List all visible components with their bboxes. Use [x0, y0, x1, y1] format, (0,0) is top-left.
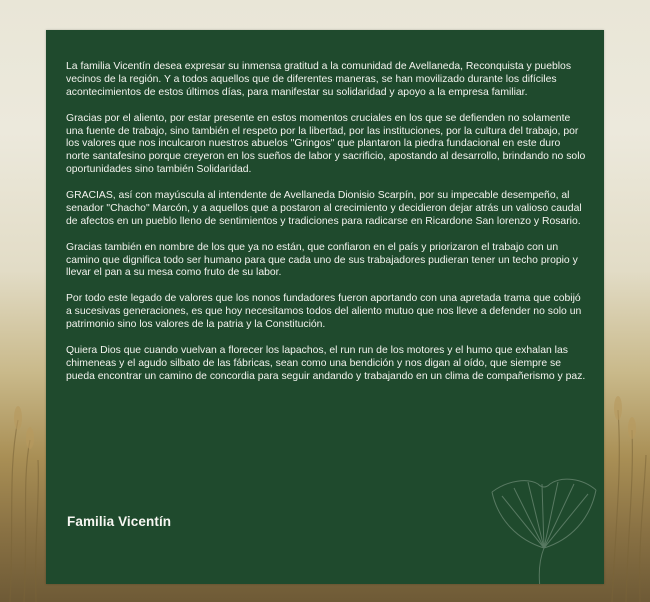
paragraph-gratitude: La familia Vicentín desea expresar su inmensa gratitud a la comunidad de Avellaneda, Reconquista y pueblos vecinos de la región. Y a todos aquellos que de diferentes maneras, se han movilizado durante los difíciles acontecimientos de estos últimos días, para manifestar su solidaridad y apoyo a la empresa familiar. [66, 61, 572, 98]
paragraph-encouragement: Gracias por el aliento, por estar presente en estos momentos cruciales en los que se defienden no solamente una fuente de trabajo, sino también el respeto por la libertad, por las instituciones, por la cultura del trabajo, por los valores que nos inculcaron nuestros abuelos "Gringos" que plantaron la piedra fundacional en este duro norte santafesino porque creyeron en los sueños de labor y sacrificio, apostando al desarrollo, brindando no solo oportunidades sino también Solidaridad. [66, 112, 586, 176]
letter-card [46, 30, 604, 584]
paragraph-legacy: Por todo este legado de valores que los nonos fundadores fueron aportando con una apretada trama que cobijó a sucesivas generaciones, es que hoy necesitamos todos del aliento mutuo que nos lleve a defender no solo un patrimonio sino los valores de la patria y la Constitución. [66, 293, 582, 331]
letter-body [66, 61, 586, 396]
paragraph-thanks-officials: GRACIAS, así con mayúscula al intendente de Avellaneda Dionisio Scarpín, por su impecable desempeño, al senador "Chacho" Marcón, y a aquellos que a postaron al crecimiento y decidieron dejar atrás un valioso caudal de afectos en un pueblo lleno de sentimientos y tradiciones para radicarse en Ricardone San lorenzo y Rosario. [66, 190, 582, 227]
ginkgo-leaf-icon [478, 470, 604, 584]
signature: Familia Vicentín [67, 514, 172, 529]
paragraph-closing-wish: Quiera Dios que cuando vuelvan a florecer los lapachos, el run run de los motores y el humo que exhalan las chimeneas y el agudo silbato de las fábricas, sean como una bendición y nos digan al oído, que siempre se pueda encontrar un camino de concordia para seguir andando y trabajando en un clima de compañerismo y paz. [66, 344, 586, 382]
paragraph-founders: Gracias también en nombre de los que ya no están, que confiaron en el país y priorizaron el trabajo con un camino que dignifica todo ser humano para que cada uno de sus trabajadores pudieran tener un techo propio y llevar el pan a su mesa como fruto de su labor. [66, 241, 578, 279]
